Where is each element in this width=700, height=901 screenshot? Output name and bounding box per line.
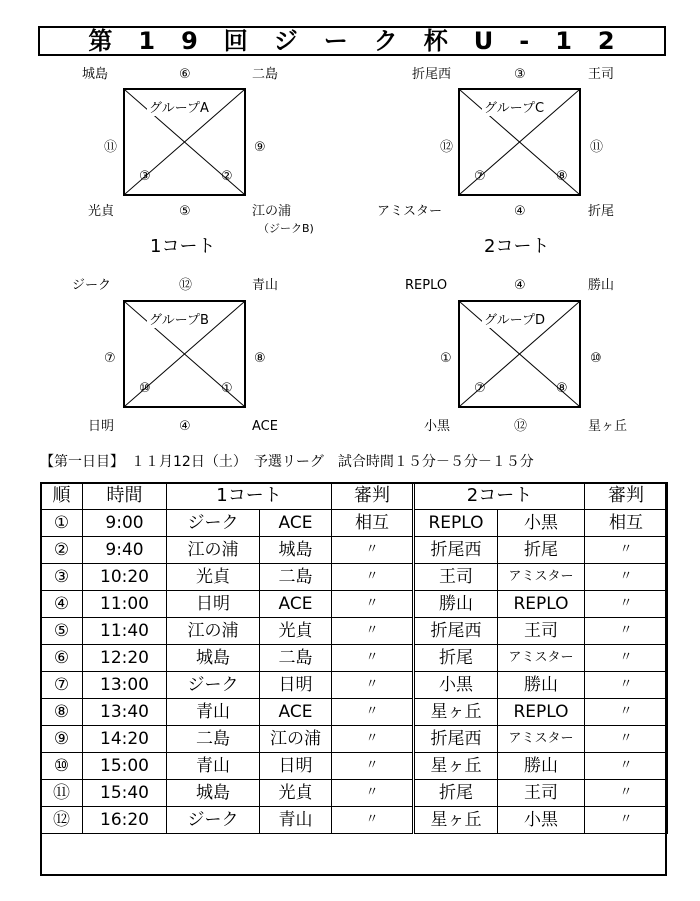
group-b-top-left: ジーク (72, 278, 112, 293)
cell-court1-team-a: 城島 (167, 645, 260, 672)
cell-court2-team-b: 折尾 (498, 537, 585, 564)
cell-court1-team-a: 青山 (167, 699, 260, 726)
group-b-top-mid: ⑫ (179, 278, 193, 293)
cell-referee1: 〃 (332, 564, 414, 591)
cell-court1-team-b: ACE (260, 699, 332, 726)
group-b-bottom-left: 日明 (88, 419, 115, 434)
group-a-bottom-mid: ⑤ (179, 204, 191, 219)
cell-referee2: 〃 (585, 807, 668, 834)
group-a-bottom-left: 光貞 (88, 204, 115, 219)
cell-order: ⑤ (41, 618, 83, 645)
cell-referee1: 〃 (332, 537, 414, 564)
cell-referee2: 〃 (585, 753, 668, 780)
cell-order: ⑪ (41, 780, 83, 807)
cell-referee2: 〃 (585, 780, 668, 807)
group-d-bottom-mid: ⑫ (514, 419, 528, 434)
group-c-right-mid: ⑪ (590, 140, 604, 155)
cell-court1-team-b: 二島 (260, 564, 332, 591)
table-row (41, 753, 668, 780)
cell-court2-team-a: REPLO (414, 510, 498, 537)
group-a-top-left: 城島 (82, 67, 109, 82)
cell-time: 9:00 (83, 510, 167, 537)
group-c-top-right: 王司 (588, 67, 615, 82)
cell-referee1: 〃 (332, 591, 414, 618)
cell-court1-team-a: 二島 (167, 726, 260, 753)
group-d-right-mid: ⑩ (590, 351, 602, 366)
group-a-top-mid: ⑥ (179, 67, 191, 82)
group-a-inner-left: ③ (139, 169, 151, 184)
cell-time: 9:40 (83, 537, 167, 564)
group-d-top-right: 勝山 (588, 278, 615, 293)
table-row (41, 537, 668, 564)
cell-order: ⑧ (41, 699, 83, 726)
cell-court2-team-a: 折尾 (414, 645, 498, 672)
header-referee2: 審判 (585, 483, 668, 510)
cell-court1-team-a: 光貞 (167, 564, 260, 591)
cell-court1-team-b: ACE (260, 510, 332, 537)
schedule-table (40, 482, 668, 834)
group-c-inner-left: ⑦ (474, 169, 486, 184)
cell-court2-team-a: 星ヶ丘 (414, 699, 498, 726)
group-d-top-left: REPLO (405, 278, 448, 293)
group-d-label: グループD (484, 313, 545, 328)
header-time: 時間 (83, 483, 167, 510)
schedule-info: 【第一日目】 １１月12日（土） 予選リーグ 試合時間１５分－５分－１５分 (40, 454, 534, 470)
table-row (41, 645, 668, 672)
group-c-label: グループC (484, 101, 545, 116)
group-c-bottom-mid: ④ (514, 204, 526, 219)
cell-court1-team-b: 江の浦 (260, 726, 332, 753)
group-b-bottom-mid: ④ (179, 419, 191, 434)
header-order: 順 (41, 483, 83, 510)
cell-time: 12:20 (83, 645, 167, 672)
group-a-label: グループA (149, 101, 209, 116)
cell-court2-team-b: 王司 (498, 618, 585, 645)
cell-referee1: 〃 (332, 726, 414, 753)
group-c-bottom-right: 折尾 (588, 204, 615, 219)
cell-court1-team-a: 青山 (167, 753, 260, 780)
group-b-label: グループB (149, 313, 209, 328)
cell-court2-team-a: 星ヶ丘 (414, 807, 498, 834)
cell-court2-team-a: 勝山 (414, 591, 498, 618)
group-a-box (123, 88, 246, 196)
group-d-bottom-right: 星ヶ丘 (588, 419, 628, 434)
title-box (38, 26, 666, 56)
group-a-inner-right: ② (221, 169, 233, 184)
group-c-box (458, 88, 581, 196)
page-title: 第 1 9 回 ジ ー ク 杯 U - 1 2 (88, 27, 616, 55)
cell-court1-team-b: 青山 (260, 807, 332, 834)
cell-court2-team-a: 折尾 (414, 780, 498, 807)
cell-court2-team-a: 折尾西 (414, 537, 498, 564)
group-a-right-mid: ⑨ (254, 140, 266, 155)
group-d-inner-right: ⑧ (556, 381, 568, 396)
cell-time: 13:40 (83, 699, 167, 726)
header-referee1: 審判 (332, 483, 414, 510)
cell-court2-team-b: 勝山 (498, 753, 585, 780)
cell-referee1: 〃 (332, 807, 414, 834)
cell-time: 11:40 (83, 618, 167, 645)
cell-order: ⑫ (41, 807, 83, 834)
cell-time: 10:20 (83, 564, 167, 591)
cell-court1-team-b: 光貞 (260, 780, 332, 807)
cell-court2-team-b: アミスター (498, 645, 585, 672)
cell-referee1: 〃 (332, 780, 414, 807)
group-b-inner-left: ⑩ (139, 381, 151, 396)
cell-referee2: 〃 (585, 591, 668, 618)
table-header-row (41, 483, 668, 510)
cell-court1-team-a: 江の浦 (167, 537, 260, 564)
cell-referee2: 〃 (585, 645, 668, 672)
group-c-bottom-left: アミスター (377, 204, 443, 219)
cell-referee2: 〃 (585, 699, 668, 726)
group-a-top-right: 二島 (252, 67, 279, 82)
table-row (41, 510, 668, 537)
cell-referee2: 〃 (585, 726, 668, 753)
group-d-box (458, 300, 581, 408)
cell-court2-team-a: 折尾西 (414, 618, 498, 645)
cell-court1-team-b: 城島 (260, 537, 332, 564)
cell-order: ② (41, 537, 83, 564)
cell-order: ⑩ (41, 753, 83, 780)
group-c-left-mid: ⑫ (440, 140, 454, 155)
cell-court1-team-a: 日明 (167, 591, 260, 618)
cell-referee2: 〃 (585, 672, 668, 699)
group-a-bottom-right: 江の浦 (252, 204, 292, 219)
group-a-left-mid: ⑪ (104, 140, 118, 155)
cell-court2-team-a: 王司 (414, 564, 498, 591)
cell-court2-team-b: 小黒 (498, 807, 585, 834)
group-b-bottom-right: ACE (252, 419, 278, 434)
header-court1: 1コート (167, 483, 332, 510)
cell-order: ① (41, 510, 83, 537)
table-row (41, 807, 668, 834)
group-d-bottom-left: 小黒 (424, 419, 451, 434)
cell-court1-team-a: ジーク (167, 672, 260, 699)
group-d-left-mid: ① (440, 351, 452, 366)
cell-referee1: 相互 (332, 510, 414, 537)
cell-time: 16:20 (83, 807, 167, 834)
cell-court1-team-b: 日明 (260, 672, 332, 699)
table-row (41, 699, 668, 726)
cell-order: ③ (41, 564, 83, 591)
court2-label: 2コート (484, 236, 550, 257)
cell-court2-team-b: REPLO (498, 591, 585, 618)
cell-order: ⑦ (41, 672, 83, 699)
cell-referee1: 〃 (332, 672, 414, 699)
group-d-top-mid: ④ (514, 278, 526, 293)
cell-court2-team-b: 王司 (498, 780, 585, 807)
cell-time: 15:00 (83, 753, 167, 780)
table-row (41, 591, 668, 618)
cell-order: ⑥ (41, 645, 83, 672)
cell-court1-team-a: ジーク (167, 510, 260, 537)
table-row (41, 780, 668, 807)
cell-time: 15:40 (83, 780, 167, 807)
cell-referee2: 〃 (585, 618, 668, 645)
table-row (41, 726, 668, 753)
cell-court1-team-a: ジーク (167, 807, 260, 834)
cell-court1-team-b: ACE (260, 591, 332, 618)
group-c-top-mid: ③ (514, 67, 526, 82)
group-c-inner-right: ⑧ (556, 169, 568, 184)
group-b-left-mid: ⑦ (104, 351, 116, 366)
cell-court2-team-b: REPLO (498, 699, 585, 726)
table-row (41, 672, 668, 699)
cell-order: ④ (41, 591, 83, 618)
cell-time: 13:00 (83, 672, 167, 699)
cell-court2-team-b: 小黒 (498, 510, 585, 537)
group-b-right-mid: ⑧ (254, 351, 266, 366)
cell-referee1: 〃 (332, 645, 414, 672)
cell-court2-team-b: 勝山 (498, 672, 585, 699)
cell-court2-team-a: 星ヶ丘 (414, 753, 498, 780)
cell-court1-team-a: 江の浦 (167, 618, 260, 645)
cell-order: ⑨ (41, 726, 83, 753)
cell-time: 14:20 (83, 726, 167, 753)
cell-referee2: 相互 (585, 510, 668, 537)
cell-court2-team-b: アミスター (498, 564, 585, 591)
header-court2: 2コート (414, 483, 585, 510)
cell-court2-team-b: アミスター (498, 726, 585, 753)
court1-label: 1コート (150, 236, 216, 257)
group-c-top-left: 折尾西 (412, 67, 452, 82)
table-row (41, 564, 668, 591)
cell-court1-team-b: 日明 (260, 753, 332, 780)
table-row (41, 618, 668, 645)
cell-court1-team-b: 光貞 (260, 618, 332, 645)
cell-referee2: 〃 (585, 564, 668, 591)
cell-court2-team-a: 折尾西 (414, 726, 498, 753)
group-a-bottom-right-sub: （ジークB) (258, 222, 314, 235)
cell-court1-team-b: 二島 (260, 645, 332, 672)
cell-referee1: 〃 (332, 699, 414, 726)
cell-referee2: 〃 (585, 537, 668, 564)
group-b-inner-right: ① (221, 381, 233, 396)
cell-referee1: 〃 (332, 753, 414, 780)
cell-court2-team-a: 小黒 (414, 672, 498, 699)
cell-time: 11:00 (83, 591, 167, 618)
group-d-inner-left: ⑦ (474, 381, 486, 396)
cell-referee1: 〃 (332, 618, 414, 645)
group-b-top-right: 青山 (252, 278, 279, 293)
group-b-box (123, 300, 246, 408)
cell-court1-team-a: 城島 (167, 780, 260, 807)
